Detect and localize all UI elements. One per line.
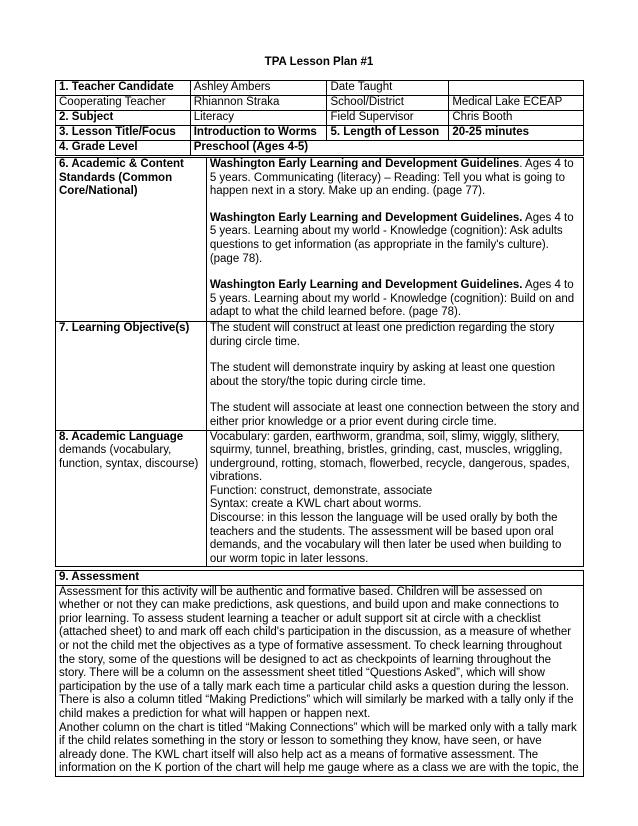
info-row <box>56 96 584 111</box>
info-cell: Rhiannon Straka <box>190 96 327 111</box>
language-line: Function: construct, demonstrate, associate <box>209 484 433 497</box>
objectives-row <box>56 321 584 430</box>
language-sublabel: demands (vocabulary, function, syntax, discourse) <box>59 444 199 470</box>
language-label: 8. Academic Language <box>59 430 184 443</box>
info-cell: 4. Grade Level <box>56 141 191 156</box>
assessment-table <box>55 570 584 777</box>
objective-item: The student will associate at least one connection between the story and either prior knowledge or a prior event during circle time. <box>209 402 580 428</box>
standard-item: Washington Early Learning and Development Guidelines. Ages 4 to 5 years. Learning about my world - Knowledge (cognition): Ask adults questions to get information (as appropriate in the family's culture). (page 78). <box>209 211 574 265</box>
standard-item: Washington Early Learning and Development Guidelines. Ages 4 to 5 years. Communicating (literacy) – Reading: Tell you what is going to happen next in a story. Make up an ending. (page 77). <box>209 158 574 198</box>
info-cell: 1. Teacher Candidate <box>56 81 191 96</box>
language-line: Vocabulary: garden, earthworm, grandma, soil, slimy, wiggly, slithery, squirmy, tunnel, breathing, bristles, grinding, cast, muscles, wriggling, underground, rotting, stomach, flowerbed, recycle, dangerous, spades, vibrations. <box>209 430 570 484</box>
language-line: Syntax: create a KWL chart about worms. <box>209 498 422 511</box>
assessment-content <box>56 585 584 776</box>
info-cell: Cooperating Teacher <box>56 96 191 111</box>
info-cell: Ashley Ambers <box>190 81 327 96</box>
standards-content <box>206 158 583 322</box>
language-label-cell <box>56 430 207 567</box>
info-cell: 20-25 minutes <box>449 126 584 141</box>
info-cell: Literacy <box>190 111 327 126</box>
info-cell: Preschool (Ages 4-5) <box>190 141 583 156</box>
info-cell <box>449 81 584 96</box>
info-cell: Date Taught <box>327 81 449 96</box>
info-cell: Field Supervisor <box>327 111 449 126</box>
objective-item: The student will demonstrate inquiry by asking at least one question about the story/the topic during circle time. <box>209 362 556 388</box>
assessment-paragraph: Assessment for this activity will be authentic and formative based. Children will be assessed on whether or not they can make predictions, ask questions, and build upon and make connections to prior learning. To assess student learning a teacher or adult support sit at circle with a checklist (attached sheet) to and mark off each child's participation in the discussion, as a measure of whether or not the child met the objectives as a type of formative assessment. To check learning throughout the story, some of the questions will be designed to act as checkpoints of learning throughout the story. There will be a column on the assessment sheet titled “Questions Asked”, which will show participation by the use of a tally mark each time a particular child asks a question during the lesson. There is also a column titled “Making Predictions” which will similarly be marked with a tally only if the child makes a prediction for what will happen or happen next. <box>59 585 574 720</box>
info-cell: Medical Lake ECEAP <box>449 96 584 111</box>
info-cell: Introduction to Worms <box>190 126 327 141</box>
info-cell: School/District <box>327 96 449 111</box>
objectives-label: 7. Learning Objective(s) <box>56 321 207 430</box>
objective-item: The student will construct at least one prediction regarding the story during circle time. <box>209 321 555 348</box>
standards-row <box>56 158 584 322</box>
info-table <box>55 80 584 156</box>
standard-item: Washington Early Learning and Development Guidelines. Ages 4 to 5 years. Learning about my world - Knowledge (cognition): Build on and adapt to what the child learned before. (page 78). <box>209 279 575 319</box>
standards-objectives-table <box>55 157 584 567</box>
assessment-label: 9. Assessment <box>56 571 584 586</box>
language-line: Discourse: in this lesson the language will be used orally by both the teachers and the students. The assessment will be based upon oral demands, and the vocabulary will then later be used when building to our worm topic in later lessons. <box>209 512 562 565</box>
info-row <box>56 81 584 96</box>
info-row <box>56 126 584 141</box>
info-cell: Chris Booth <box>449 111 584 126</box>
info-row <box>56 141 584 156</box>
standards-label: 6. Academic & Content Standards (Common Core/National) <box>56 158 207 322</box>
info-cell: 2. Subject <box>56 111 191 126</box>
language-row <box>56 430 584 567</box>
info-row <box>56 111 584 126</box>
language-content <box>206 430 583 567</box>
objectives-content <box>206 321 583 430</box>
info-cell: 5. Length of Lesson <box>327 126 449 141</box>
page-title: TPA Lesson Plan #1 <box>264 56 374 68</box>
assessment-paragraph: Another column on the chart is titled “Making Connections” which will be marked only with a tally mark if the child relates something in the story or lesson to something they know, have seen, or have already done. The KWL chart itself will also help act as a means of formative assessment. The information on the K portion of the chart will help me gauge where as a class we are with the topic, the <box>59 721 579 775</box>
info-cell: 3. Lesson Title/Focus <box>56 126 191 141</box>
